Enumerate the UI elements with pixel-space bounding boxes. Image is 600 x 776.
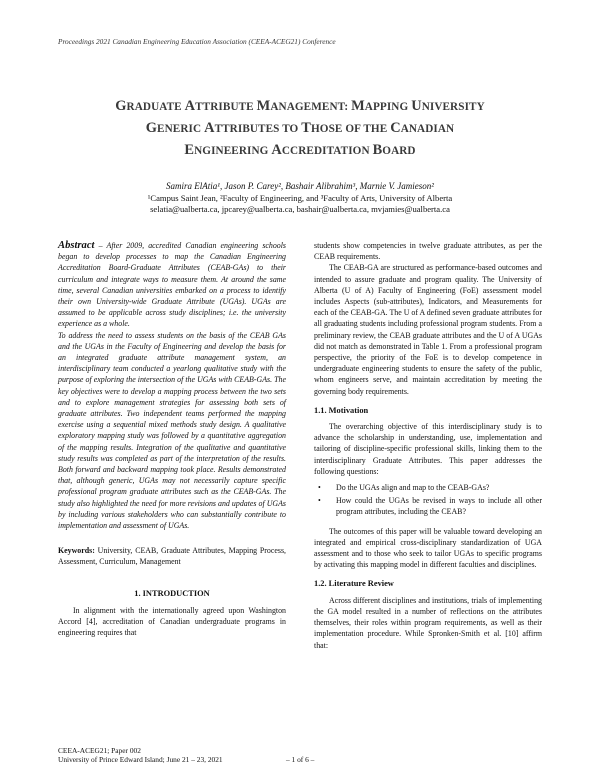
footer-paper-id: CEEA-ACEG21; Paper 002 <box>58 746 141 755</box>
title-line-3: ENGINEERING ACCREDITATION BOARD <box>184 142 416 158</box>
author-affiliations: ¹Campus Saint Jean, ²Faculty of Engineering, and ³Faculty of Arts, University of Alberta <box>147 192 453 203</box>
list-item: • How could the UGAs be revised in ways to include all other program attributes, including the CEAB? <box>318 496 542 517</box>
paper-title <box>40 96 560 162</box>
author-block <box>40 181 560 216</box>
keywords <box>58 545 286 567</box>
title-line-1: GRADUATE ATTRIBUTE MANAGEMENT: MAPPING UNIVERSITY <box>115 98 485 114</box>
running-head: Proceedings 2021 Canadian Engineering Education Association (CEEA-ACEG21) Conference <box>58 37 336 46</box>
keywords-text: University, CEAB, Graduate Attributes, Mapping Process, Assessment, Curriculum, Management <box>58 546 286 567</box>
abstract <box>58 240 286 531</box>
author-names: Samira ElAtia¹, Jason P. Carey², Bashair Alibrahim³, Marnie V. Jamieson² <box>166 181 434 191</box>
subsection-heading-motivation: 1.1. Motivation <box>314 405 369 415</box>
abstract-label: Abstract <box>58 240 95 251</box>
author-emails: selatia@ualberta.ca, jpcarey@ualberta.ca, bashair@ualberta.ca, mvjamies@ualberta.ca <box>150 204 450 214</box>
bullet-icon: • <box>318 483 321 493</box>
outcomes-paragraph: The outcomes of this paper will be valuable toward developing an integrated and empirical cross-disciplinary standardization of UGA assessment and to those who seek to tailor UGAs to specific programs by activating this mapping model in different faculties and disciplines. <box>314 526 542 570</box>
intro-paragraph: In alignment with the internationally agreed upon Washington Accord [4], accreditation of Canadian undergraduate programs in engineering requires that <box>58 605 286 638</box>
motivation-paragraph: The overarching objective of this interdisciplinary study is to advance the scholarship in understanding, use, implementation and tailoring of discipline-specific professional skills, linking them to the interdisciplinary Graduate Attributes. This paper addresses the following questions: <box>314 422 542 476</box>
page-footer <box>58 746 315 765</box>
literature-paragraph: Across different disciplines and institutions, trials of implementing the GA model resulted in a number of reflections on the attributes themselves, their roles within program requirements, as well as their implementation procedure. While Spronken-Smith et al. [10] affirm that: <box>314 595 542 650</box>
subsection-heading-literature: 1.2. Literature Review <box>314 579 394 589</box>
bullet-icon: • <box>318 496 321 506</box>
ceab-paragraph: The CEAB-GA are structured as performance-based outcomes and intended to assure graduate and program quality. The University of Alberta (U of A) Faculty of Engineering (FoE) assessment model includes Aspects (sub-attributes), Indicators, and Measurements for each of the CEAB-GA. The U of A defined seven graduate attributes for all graduating students including professional program students. From a preliminary review, the CEAB graduate attributes and the U of A UGAs did not match as demonstrated in Table 1. From a professional program perspective, the priority of the FoE is to develop competence in undergraduate engineering students to ensure the safety of the public, whom engineers serve, and maintain accreditation by meeting the governing body requirements. <box>314 263 542 396</box>
right-column <box>314 240 542 651</box>
keywords-label: Keywords: <box>58 546 95 556</box>
left-column <box>58 240 286 639</box>
continued-paragraph: students show competencies in twelve graduate attributes, as per the CEAB requirements. <box>314 241 542 262</box>
abstract-text: – After 2009, accredited Canadian engineering schools began to develop processes to map the Canadian Engineering Accreditation Board-Graduate Attributes (CEAB-GAs) to their curriculum and integrate ways to measure them. At around the same time, several Canadian universities embarked on a process to identify their own University-wide Graduate Attribute (UGAs). UGAs are assumed to be applicable across study disciplines; i.e. the university experience as a whole. <box>58 241 286 329</box>
question-list <box>314 482 542 518</box>
page-number: – 1 of 6 – <box>286 755 315 765</box>
title-line-2: GENERIC ATTRIBUTES TO THOSE OF THE CANADIAN <box>145 120 455 136</box>
footer-venue: University of Prince Edward Island; June 21 – 23, 2021 <box>58 755 223 765</box>
list-item: • Do the UGAs align and map to the CEAB-GAs? <box>318 483 490 493</box>
section-heading-introduction: 1. INTRODUCTION <box>134 588 210 598</box>
abstract-text-2: To address the need to assess students on the basis of the CEAB GAs and the UGAs in the Faculty of Engineering and develop the basis for an integrated graduate attribute management system, an interdisciplinary team conducted a yearlong qualitative study with the purpose of exploring the intersection of the UGAs with CEAB-GAs. The key objectives were to develop a mapping process between the two sets and to explore management strategies for assessing both sets of graduate attributes. Two independent teams performed the mapping exercise using a sequential mixed methods study design. A qualitative exploratory mapping study was followed by a quantitative aggregation of the mapping results. Integration of the qualitative and quantitative study results was completed as part of the interpretation of the results. Both forward and backward mapping took place. Results demonstrated that, although generic, UGAs may not necessarily capture specific professional program graduate attributes such as the CEAB-GAs. The study also highlighted the need for more revisions and updates of UGAs by including various stakeholders who can substantially contribute to implementation and assessment of UGAs. <box>58 330 286 531</box>
